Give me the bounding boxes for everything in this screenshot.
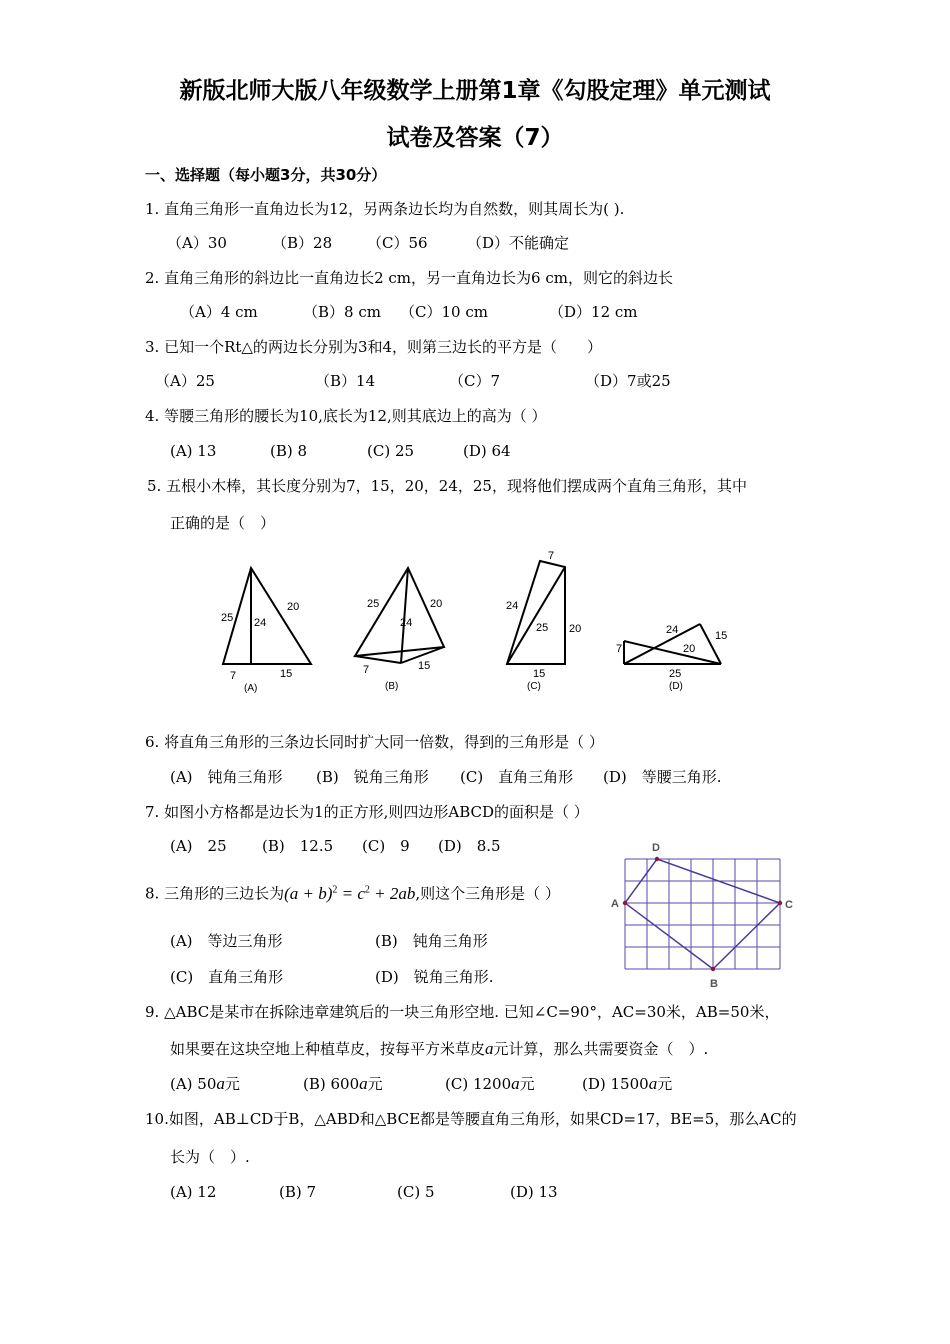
q8-formula-mid: = c <box>337 883 365 903</box>
doc-title-line1: 新版北师大版八年级数学上册第1章《勾股定理》单元测试 <box>179 78 771 104</box>
q9-stem-line2 <box>170 1039 708 1059</box>
q9-stem-line2-b: 元计算，那么共需要资金（ ）. <box>493 1040 709 1058</box>
vertex-b <box>711 967 715 971</box>
q1-option-b: （B）28 <box>272 234 333 252</box>
q8-formula-lhs: (a + b) <box>284 883 333 903</box>
q8-formula <box>284 884 415 903</box>
q3-stem: 3. 已知一个Rt△的两边长分别为3和4，则第三边长的平方是（ ） <box>145 338 603 356</box>
figure-d-label-24: 24 <box>666 624 679 636</box>
figure-c-label-20: 20 <box>569 623 582 635</box>
figure-c-diagonal <box>507 567 565 664</box>
q10-option-d: (D) 13 <box>510 1183 558 1201</box>
q8-stem-pre: 8. 三角形的三边长为 <box>145 884 285 903</box>
q9-option-d-num: (D) 1500 <box>582 1075 649 1093</box>
figure-b <box>355 568 444 663</box>
q8-formula-exp1: 2 <box>332 884 338 895</box>
q4-option-b: (B) 8 <box>270 442 308 460</box>
q8-option-b: (B) 钝角三角形 <box>375 932 488 950</box>
q9-option-b-var: a <box>359 1074 368 1093</box>
figure-a-label-15: 15 <box>280 668 293 680</box>
q9-option-a-unit: 元 <box>224 1075 240 1093</box>
q9-var-a: a <box>485 1039 494 1058</box>
figure-d-label-7: 7 <box>616 643 623 655</box>
q5-figures <box>200 545 740 700</box>
figure-d-line-24 <box>624 641 721 664</box>
figure-a <box>223 568 311 664</box>
label-a: A <box>611 898 619 910</box>
q2-option-b: （B）8 cm <box>303 303 381 321</box>
q10-stem-line2: 长为（ ）. <box>170 1148 250 1166</box>
figure-b-label-20: 20 <box>430 598 443 610</box>
figure-b-label-15: 15 <box>418 660 431 672</box>
q9-option-b-unit: 元 <box>367 1075 383 1093</box>
q9-option-b <box>303 1074 383 1094</box>
q1-option-a: （A）30 <box>167 234 227 252</box>
q9-option-c-num: (C) 1200 <box>445 1075 512 1093</box>
figure-d-label-15: 15 <box>715 630 728 642</box>
q2-option-c: （C）10 cm <box>400 303 488 321</box>
figure-c-label-15: 15 <box>533 668 546 680</box>
figure-b-label-24: 24 <box>400 617 413 629</box>
q3-option-a: （A）25 <box>155 372 215 390</box>
q6-option-b: (B) 锐角三角形 <box>316 768 429 786</box>
q9-option-d-unit: 元 <box>657 1075 673 1093</box>
figure-a-label-7: 7 <box>230 670 237 682</box>
q7-option-a: (A) 25 <box>170 837 227 855</box>
figure-d-label-25: 25 <box>669 668 682 680</box>
q8-formula-exp2: 2 <box>364 884 370 895</box>
q3-option-b: （B）14 <box>315 372 376 390</box>
q9-option-c <box>445 1074 535 1094</box>
figure-c-label-7: 7 <box>548 550 555 562</box>
figure-b-caption: (B) <box>385 681 399 692</box>
figure-b-line-24 <box>401 568 408 663</box>
q8-option-c: (C) 直角三角形 <box>170 968 284 986</box>
q10-stem-line1: 10.如图，AB⊥CD于B，△ABD和△BCE都是等腰直角三角形，如果CD=17，BE=5，那么AC的 <box>145 1110 797 1128</box>
figure-b-label-7: 7 <box>363 664 370 676</box>
q4-option-c: (C) 25 <box>367 442 415 460</box>
q9-stem-line1: 9. △ABC是某市在拆除违章建筑后的一块三角形空地. 已知∠C=90°，AC=30米，AB=50米， <box>145 1003 780 1021</box>
q6-option-a: (A) 钝角三角形 <box>170 768 283 786</box>
q9-option-a-var: a <box>216 1074 225 1093</box>
figure-b-line-7 <box>355 656 401 663</box>
q6-stem: 6. 将直角三角形的三条边长同时扩大同一倍数，得到的三角形是（ ） <box>145 733 604 751</box>
figure-c-label-24: 24 <box>506 600 519 612</box>
q2-stem: 2. 直角三角形的斜边比一直角边长2 cm，另一直角边长为6 cm，则它的斜边长 <box>145 269 673 287</box>
figure-c-caption: (C) <box>527 681 541 692</box>
q9-option-d <box>582 1074 672 1094</box>
q6-option-d: (D) 等腰三角形. <box>603 768 722 786</box>
vertex-a <box>623 901 627 905</box>
q7-option-b: (B) 12.5 <box>262 837 334 855</box>
label-c: C <box>785 899 793 911</box>
q9-option-c-var: a <box>511 1074 520 1093</box>
label-b: B <box>710 978 718 990</box>
q4-option-a: (A) 13 <box>170 442 217 460</box>
q1-option-d: （D）不能确定 <box>467 234 570 252</box>
q4-option-d: (D) 64 <box>463 442 511 460</box>
q10-option-a: (A) 12 <box>170 1183 217 1201</box>
q7-stem: 7. 如图小方格都是边长为1的正方形,则四边形ABCD的面积是（ ） <box>145 803 589 821</box>
q3-option-c: （C）7 <box>449 372 501 390</box>
vertex-c <box>778 901 782 905</box>
q3-option-d: （D）7或25 <box>585 372 671 390</box>
q8-stem <box>145 880 560 904</box>
figure-a-label-24: 24 <box>254 617 267 629</box>
q6-option-c: (C) 直角三角形 <box>460 768 574 786</box>
figure-d-caption: (D) <box>669 681 683 692</box>
label-d: D <box>652 842 660 854</box>
q5-stem-line2: 正确的是（ ） <box>170 514 276 532</box>
q2-option-d: （D）12 cm <box>549 303 638 321</box>
q9-option-b-num: (B) 600 <box>303 1075 360 1093</box>
figure-c <box>507 561 565 664</box>
q1-stem: 1. 直角三角形一直角边长为12，另两条边长均为自然数，则其周长为( ). <box>145 200 625 218</box>
vertex-d <box>655 857 659 861</box>
q2-option-a: （A）4 cm <box>180 303 258 321</box>
figure-b-label-25: 25 <box>367 598 380 610</box>
doc-title-line2: 试卷及答案（7） <box>386 125 564 151</box>
q8-stem-post: ,则这个三角形是（ ） <box>415 884 560 903</box>
figure-a-caption: (A) <box>244 683 258 694</box>
section-heading: 一、选择题（每小题3分，共30分） <box>145 166 387 184</box>
figure-a-label-25: 25 <box>221 612 234 624</box>
q9-option-c-unit: 元 <box>519 1075 535 1093</box>
q9-option-a <box>170 1074 240 1094</box>
figure-b-triangle <box>355 568 444 656</box>
q9-stem-line2-a: 如果要在这块空地上种植草皮，按每平方米草皮 <box>170 1040 486 1058</box>
q10-option-b: (B) 7 <box>279 1183 317 1201</box>
q8-option-a: (A) 等边三角形 <box>170 932 283 950</box>
q9-option-d-var: a <box>648 1074 658 1093</box>
q9-option-a-num: (A) 50 <box>170 1075 217 1093</box>
q1-option-c: （C）56 <box>367 234 428 252</box>
figure-c-label-25: 25 <box>536 622 549 634</box>
q8-option-d: (D) 锐角三角形. <box>375 968 494 986</box>
q10-option-c: (C) 5 <box>397 1183 435 1201</box>
q4-stem: 4. 等腰三角形的腰长为10,底长为12,则其底边上的高为（ ） <box>145 407 547 425</box>
q7-grid-figure <box>605 838 805 993</box>
q5-stem-line1: 5. 五根小木棒，其长度分别为7，15，20，24，25，现将他们摆成两个直角三角形，其中 <box>147 477 747 495</box>
figure-a-triangle <box>223 568 311 664</box>
q8-formula-rhs: + 2ab <box>369 883 416 903</box>
q7-option-d: (D) 8.5 <box>438 837 501 855</box>
figure-d-label-20: 20 <box>683 643 696 655</box>
figure-a-label-20: 20 <box>287 601 300 613</box>
q7-option-c: (C) 9 <box>362 837 410 855</box>
